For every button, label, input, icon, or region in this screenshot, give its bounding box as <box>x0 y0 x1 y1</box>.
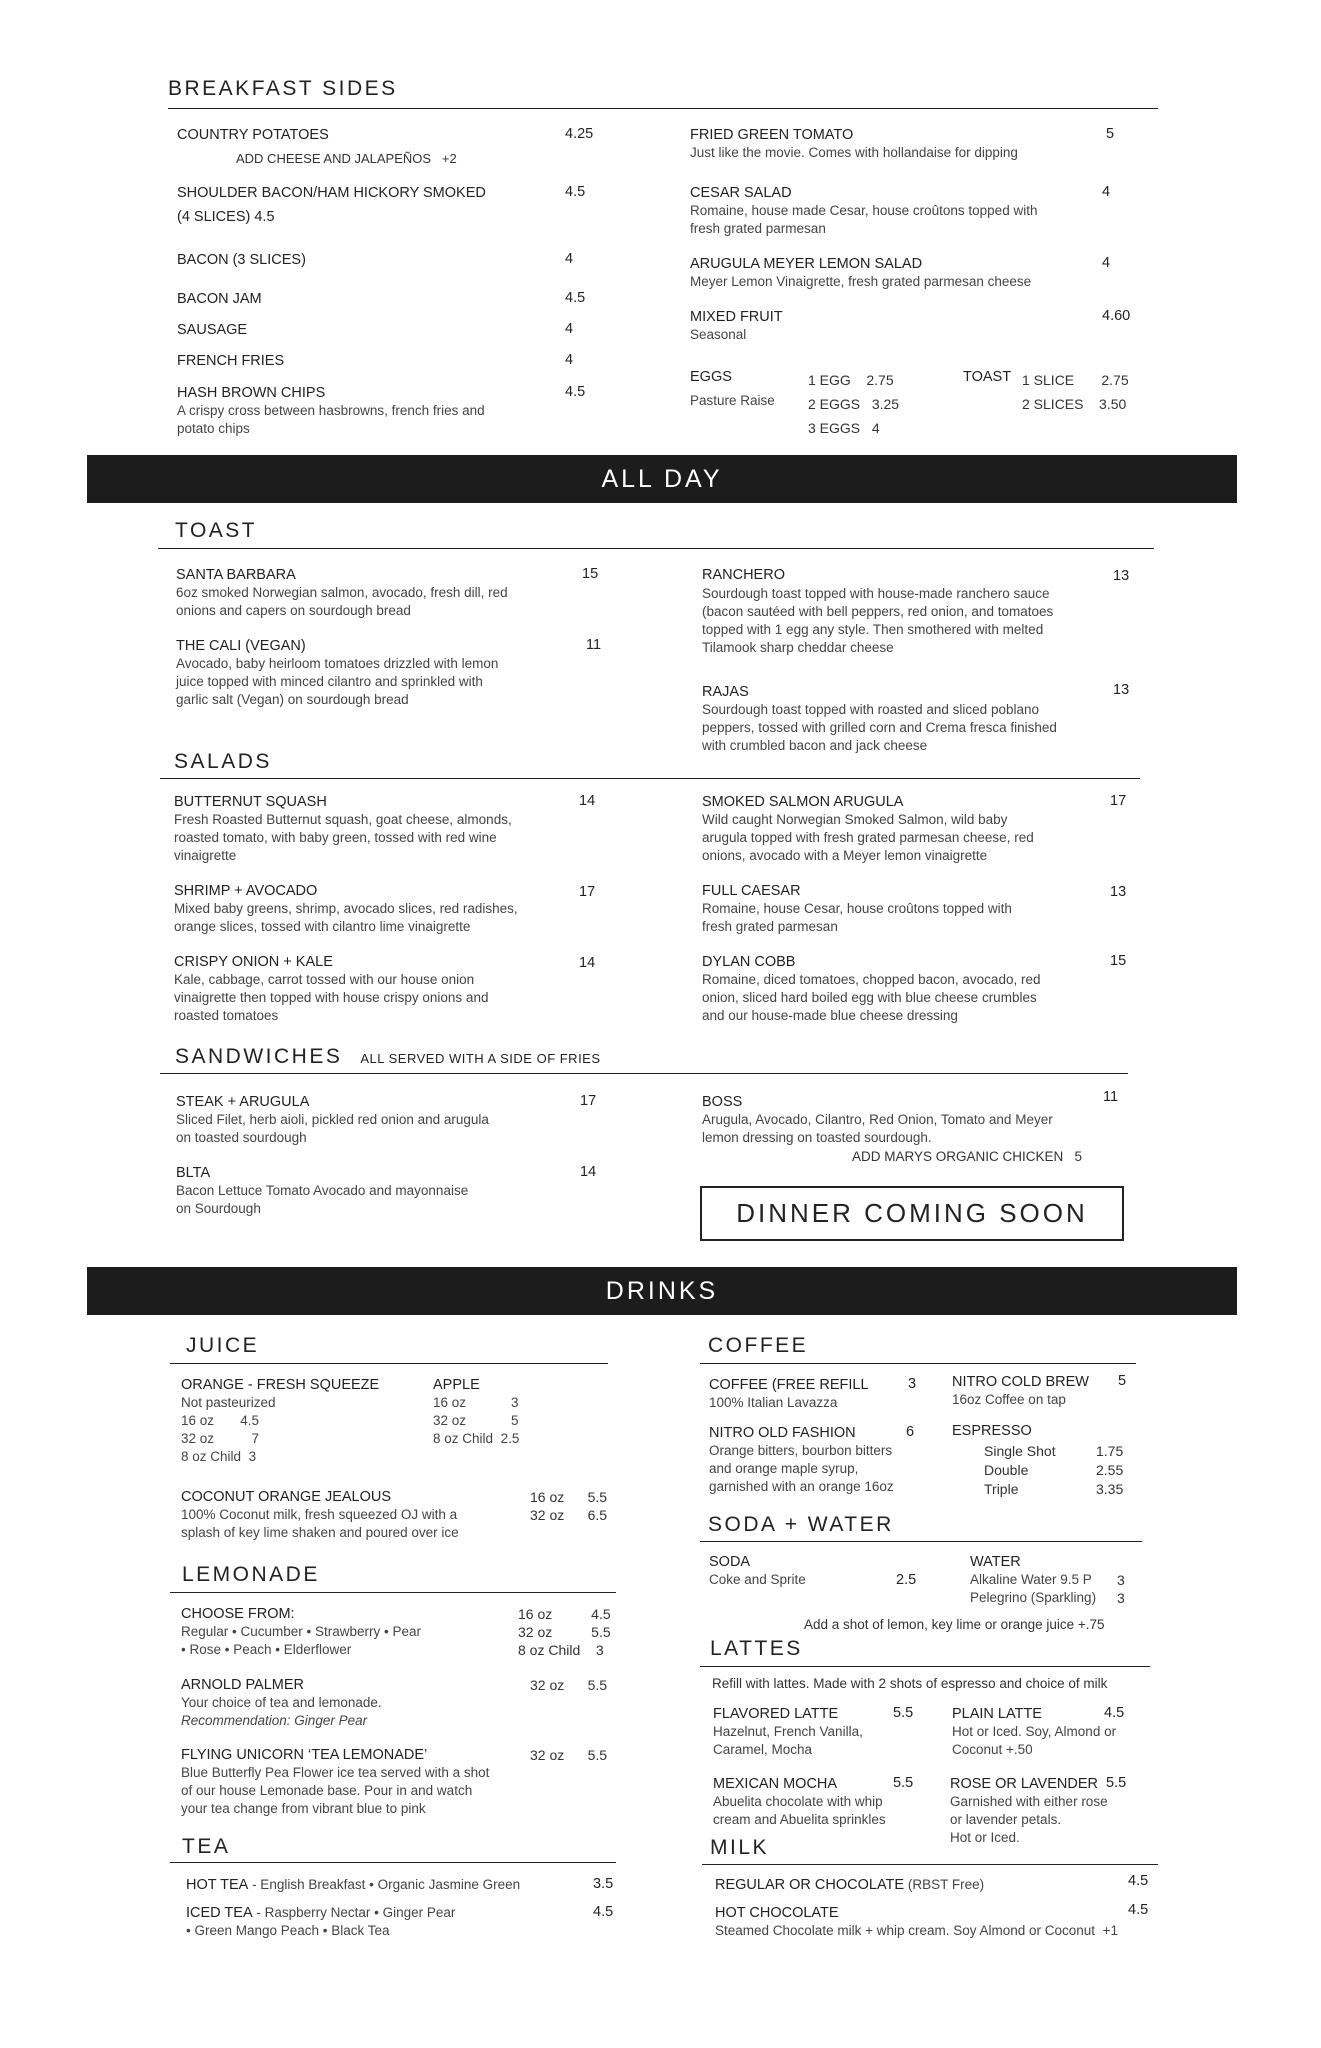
plain-latte: PLAIN LATTE Hot or Iced. Soy, Almond or Coconut +.50 <box>952 1706 1117 1757</box>
breakfast-sides-title: BREAKFAST SIDES <box>168 77 398 100</box>
flavored-latte: FLAVORED LATTE Hazelnut, French Vanilla, Caramel, Mocha <box>713 1706 863 1757</box>
menu-item: BOSS Arugula, Avocado, Cilantro, Red Onion, Tomato and Meyer lemon dressing on toasted sourdough. <box>702 1094 1053 1145</box>
toast-title: TOAST <box>175 519 258 542</box>
item-desc: fresh grated parmesan <box>690 221 826 236</box>
item-price: 4.5 <box>1104 1705 1125 1721</box>
lemonade-title: LEMONADE <box>182 1563 320 1586</box>
menu-item <box>690 184 1037 238</box>
milk-title: MILK <box>710 1836 770 1859</box>
juice-title: JUICE <box>186 1334 260 1357</box>
section-rule <box>700 1541 1142 1542</box>
item-price: 11 <box>1103 1089 1119 1105</box>
section-rule <box>160 778 1140 779</box>
hot-chocolate: HOT CHOCOLATE Steamed Chocolate milk + whip cream. Soy Almond or Coconut +1 <box>715 1905 1118 1938</box>
toast-label: TOAST <box>963 369 1012 385</box>
menu-item: BUTTERNUT SQUASH Fresh Roasted Butternut squash, goat cheese, almonds, roasted tomato, with baby green, tossed with red wine vinaigrette <box>174 794 512 863</box>
arnold-palmer: ARNOLD PALMER Your choice of tea and lemonade. Recommendation: Ginger Pear <box>181 1677 382 1728</box>
coconut-orange: COCONUT ORANGE JEALOUS 100% Coconut milk, fresh squeezed OJ with a splash of key lime shaken and poured over ice <box>181 1489 459 1540</box>
drinks-band: DRINKS <box>87 1267 1237 1315</box>
espresso-label: ESPRESSO <box>952 1423 1032 1439</box>
rose-lavender: ROSE OR LAVENDER Garnished with either rose or lavender petals. Hot or Iced. <box>950 1776 1108 1845</box>
section-rule <box>170 1862 616 1863</box>
item-name: BACON (3 SLICES) <box>177 252 306 268</box>
item-price: 5.5 <box>893 1775 914 1791</box>
apple-juice: APPLE 16 oz 3 32 oz 5 8 oz Child 2.5 <box>433 1377 520 1446</box>
section-rule <box>158 548 1154 549</box>
item-name: FRIED GREEN TOMATO <box>690 127 854 143</box>
section-rule <box>702 1864 1158 1865</box>
sandwiches-note: ALL SERVED WITH A SIDE OF FRIES <box>360 1051 601 1066</box>
soda-water-title: SODA + WATER <box>708 1513 894 1536</box>
item-price: 17 <box>580 1093 597 1109</box>
item-desc: Seasonal <box>690 327 747 342</box>
item-desc: Romaine, house made Cesar, house croûtons topped with <box>690 203 1038 218</box>
item-price: 4.5 <box>565 384 586 400</box>
item-name: ARUGULA MEYER LEMON SALAD <box>690 256 923 272</box>
item-price: 5.5 <box>1106 1775 1127 1791</box>
menu-item: RANCHERO Sourdough toast topped with house-made ranchero sauce (bacon sautéed with bell peppers, red onion, and tomatoes topped with 1 egg any style. Then smothered with melted Tilamook sharp cheddar cheese <box>702 567 1054 655</box>
menu-item <box>690 255 1031 291</box>
item-price: 17 <box>579 884 596 900</box>
addon-text: ADD MARYS ORGANIC CHICKEN 5 <box>852 1149 1083 1164</box>
item-price: 4.60 <box>1102 308 1131 324</box>
item-name: SHOULDER BACON/HAM HICKORY SMOKED <box>177 185 486 201</box>
coconut-sizes: 16 oz 5.5 32 oz 6.5 <box>530 1489 608 1523</box>
item-price: 17 <box>1110 793 1127 809</box>
item-price: 4 <box>1102 255 1111 271</box>
lattes-note: Refill with lattes. Made with 2 shots of espresso and choice of milk <box>712 1676 1108 1691</box>
item-price: 4.5 <box>593 1904 614 1920</box>
shot-note: Add a shot of lemon, key lime or orange juice +.75 <box>804 1617 1105 1632</box>
water-prices: 3 3 <box>1117 1572 1125 1606</box>
item-price: 13 <box>1113 682 1130 698</box>
addon-text: ADD CHEESE AND JALAPEÑOS +2 <box>236 151 457 166</box>
coffee-title: COFFEE <box>708 1334 809 1357</box>
lattes-title: LATTES <box>710 1637 803 1660</box>
menu-item <box>177 184 486 226</box>
menu-item <box>177 384 485 438</box>
menu-item <box>177 321 247 339</box>
item-desc: potato chips <box>177 421 250 436</box>
item-name: FRENCH FRIES <box>177 353 285 369</box>
flying-unicorn: FLYING UNICORN ‘TEA LEMONADE’ Blue Butterfly Pea Flower ice tea served with a shot of our house Lemonade base. Pour in and watch your tea change from vibrant blue to pink <box>181 1747 490 1816</box>
item-sub: (4 SLICES) 4.5 <box>177 209 275 225</box>
menu-item: BLTA Bacon Lettuce Tomato Avocado and mayonnaise on Sourdough <box>176 1165 469 1216</box>
item-price: 4 <box>565 352 574 368</box>
item-price: 11 <box>586 637 602 653</box>
item-price: 6 <box>906 1424 915 1440</box>
menu-item: SHRIMP + AVOCADO Mixed baby greens, shrimp, avocado slices, red radishes, orange slices, tossed with cilantro lime vinaigrette <box>174 883 518 934</box>
lemonade-choose: CHOOSE FROM: Regular • Cucumber • Strawberry • Pear • Rose • Peach • Elderflower <box>181 1606 422 1657</box>
menu-item: RAJAS Sourdough toast topped with roasted and sliced poblano peppers, tossed with grilled corn and Crema fresca finished with crumbled bacon and jack cheese <box>702 684 1057 753</box>
menu-item <box>177 352 284 370</box>
eggs-options: 1 EGG 2.75 2 EGGS 3.25 3 EGGS 4 <box>808 372 900 436</box>
orange-juice: ORANGE - FRESH SQUEEZE Not pasteurized 16 oz 4.5 32 oz 7 8 oz Child 3 <box>181 1377 380 1464</box>
all-day-band: ALL DAY <box>87 455 1237 503</box>
item-name: COUNTRY POTATOES <box>177 127 329 143</box>
eggs-label: EGGS Pasture Raise <box>690 369 775 408</box>
item-price: 5.5 <box>893 1705 914 1721</box>
item-desc: Meyer Lemon Vinaigrette, fresh grated parmesan cheese <box>690 274 1032 289</box>
tea-title: TEA <box>182 1835 231 1858</box>
menu-item <box>690 308 783 344</box>
section-rule <box>170 1363 608 1364</box>
menu-item: STEAK + ARUGULA Sliced Filet, herb aioli, pickled red onion and arugula on toasted sourdough <box>176 1094 489 1145</box>
toast-options: 1 SLICE 2.75 2 SLICES 3.50 <box>1022 372 1129 412</box>
arnold-size: 32 oz 5.5 <box>530 1677 608 1693</box>
item-name: CESAR SALAD <box>690 185 792 201</box>
section-rule <box>168 108 1158 109</box>
nitro-old-fashion: NITRO OLD FASHION Orange bitters, bourbon bitters and orange maple syrup, garnished with an orange 16oz <box>709 1425 894 1494</box>
item-name: BACON JAM <box>177 291 262 307</box>
hot-tea: HOT TEA - English Breakfast • Organic Jasmine Green <box>186 1877 521 1893</box>
coffee-free-refill: COFFEE (FREE REFILL 100% Italian Lavazza <box>709 1377 869 1410</box>
item-price: 3.5 <box>593 1876 614 1892</box>
section-rule <box>700 1363 1136 1364</box>
menu-item: SMOKED SALMON ARUGULA Wild caught Norwegian Smoked Salmon, wild baby arugula topped with fresh grated parmesan cheese, red onions, avocado with a Meyer lemon vinaigrette <box>702 794 1034 863</box>
lemonade-sizes: 16 oz 4.5 32 oz 5.5 8 oz Child 3 <box>518 1606 611 1658</box>
regular-chocolate-milk: REGULAR OR CHOCOLATE (RBST Free) <box>715 1877 985 1893</box>
item-name: HASH BROWN CHIPS <box>177 385 326 401</box>
item-price: 4.5 <box>565 184 586 200</box>
soda: SODA Coke and Sprite <box>709 1554 806 1587</box>
menu-item: SANTA BARBARA 6oz smoked Norwegian salmon, avocado, fresh dill, red onions and capers on sourdough bread <box>176 567 508 618</box>
iced-tea: ICED TEA - Raspberry Nectar • Ginger Pear • Green Mango Peach • Black Tea <box>186 1905 456 1938</box>
menu-item <box>690 126 1018 162</box>
section-rule <box>170 1592 616 1593</box>
sandwiches-title: SANDWICHES ALL SERVED WITH A SIDE OF FRIES <box>175 1045 601 1068</box>
menu-item: THE CALI (VEGAN) Avocado, baby heirloom tomatoes drizzled with lemon juice topped with minced cilantro and sprinkled with garlic salt (Vegan) on sourdough bread <box>176 638 499 707</box>
section-rule <box>700 1666 1150 1667</box>
item-price: 13 <box>1110 884 1127 900</box>
espresso-prices: 1.75 2.55 3.35 <box>1096 1443 1124 1497</box>
item-price: 14 <box>580 1164 597 1180</box>
item-price: 4.25 <box>565 126 594 142</box>
item-price: 2.5 <box>896 1572 917 1588</box>
item-desc: Just like the movie. Comes with hollandaise for dipping <box>690 145 1018 160</box>
item-desc: A crispy cross between hasbrowns, french fries and <box>177 403 485 418</box>
menu-item <box>177 290 262 308</box>
item-price: 14 <box>579 955 596 971</box>
menu-item: CRISPY ONION + KALE Kale, cabbage, carrot tossed with our house onion vinaigrette then topped with house crispy onions and roasted tomatoes <box>174 954 489 1023</box>
nitro-cold-brew: NITRO COLD BREW 16oz Coffee on tap <box>952 1374 1089 1407</box>
item-price: 13 <box>1113 568 1130 584</box>
item-price: 4 <box>565 321 574 337</box>
item-price: 5 <box>1106 126 1115 142</box>
item-name: SAUSAGE <box>177 322 248 338</box>
menu-item <box>177 251 306 269</box>
item-price: 4.5 <box>1128 1873 1149 1889</box>
item-price: 4 <box>565 251 574 267</box>
item-price: 14 <box>579 793 596 809</box>
item-price: 15 <box>582 566 599 582</box>
water: WATER Alkaline Water 9.5 P Pelegrino (Sparkling) <box>970 1554 1097 1605</box>
item-price: 4 <box>1102 184 1111 200</box>
menu-item: FULL CAESAR Romaine, house Cesar, house croûtons topped with fresh grated parmesan <box>702 883 1012 934</box>
item-price: 4.5 <box>1128 1902 1149 1918</box>
item-name: MIXED FRUIT <box>690 309 783 325</box>
menu-item: DYLAN COBB Romaine, diced tomatoes, chopped bacon, avocado, red onion, sliced hard boiled egg with blue cheese crumbles and our house-made blue cheese dressing <box>702 954 1041 1023</box>
dinner-coming-soon: DINNER COMING SOON <box>700 1186 1124 1241</box>
item-price: 3 <box>908 1376 917 1392</box>
unicorn-size: 32 oz 5.5 <box>530 1747 608 1763</box>
menu-item <box>177 126 329 144</box>
espresso-options: Single Shot Double Triple <box>984 1443 1056 1497</box>
item-price: 5 <box>1118 1373 1127 1389</box>
section-rule <box>160 1073 1128 1074</box>
mexican-mocha: MEXICAN MOCHA Abuelita chocolate with whip cream and Abuelita sprinkles <box>713 1776 886 1827</box>
salads-title: SALADS <box>174 750 272 773</box>
item-price: 15 <box>1110 953 1127 969</box>
item-price: 4.5 <box>565 290 586 306</box>
